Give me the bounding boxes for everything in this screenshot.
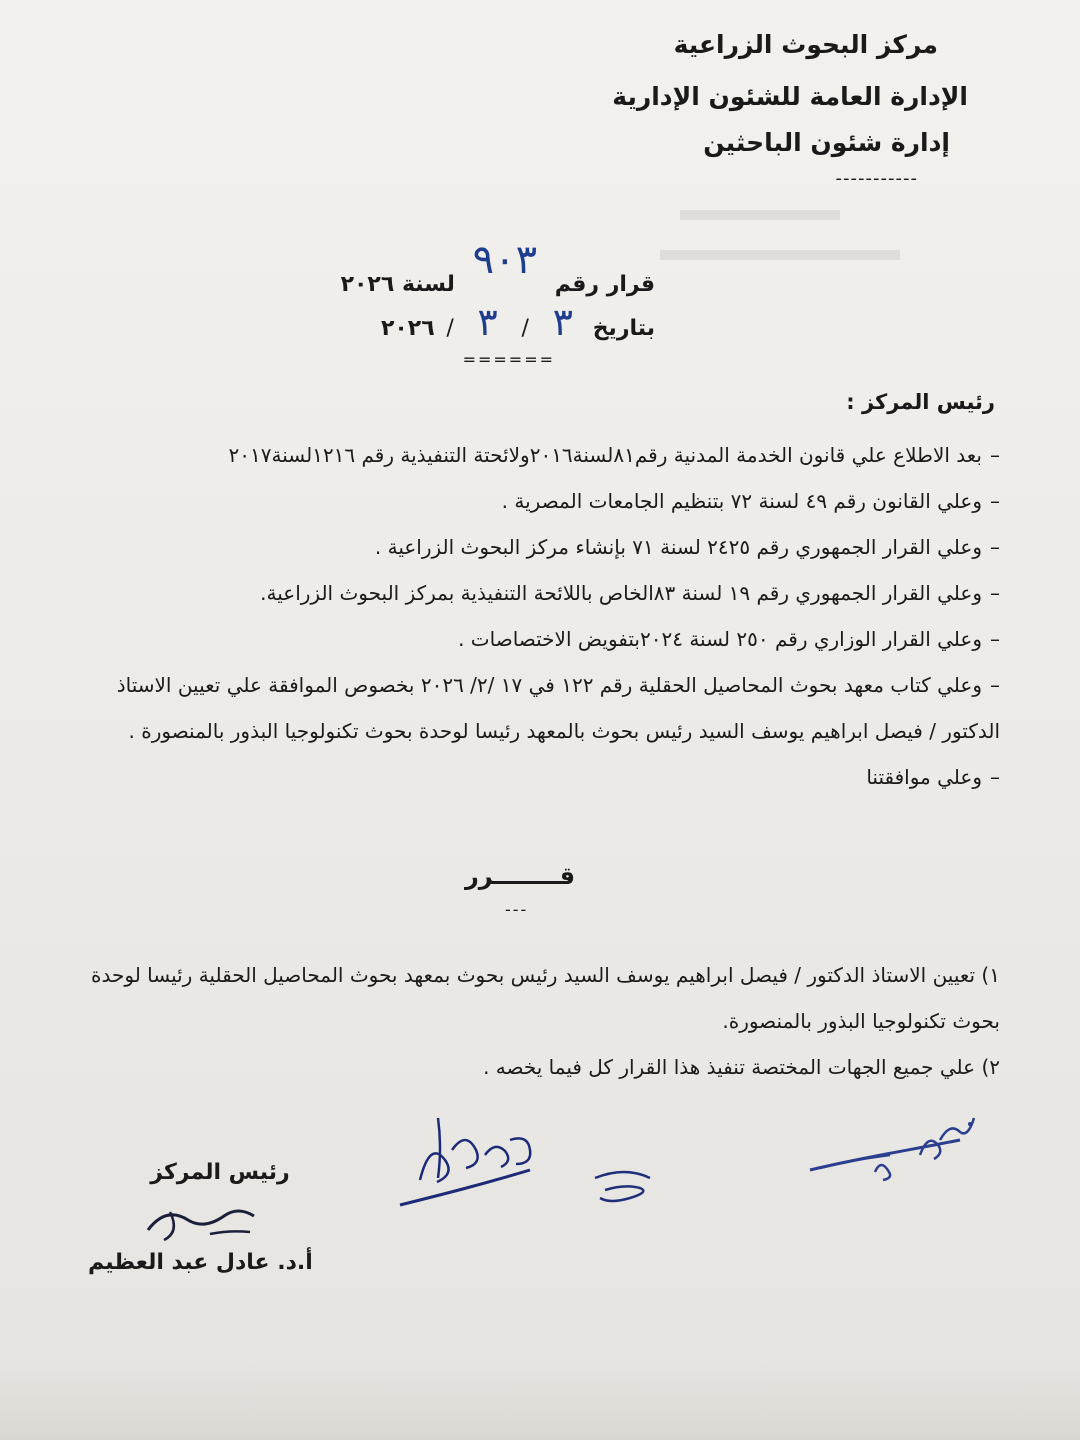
decision-divider: ====== [462,350,555,369]
list-item: –وعلي القرار الجمهوري رقم ٢٤٢٥ لسنة ٧١ بإنشاء مركز البحوث الزراعية . [374,535,1000,559]
header-division: إدارة شئون الباحثين [703,128,950,157]
bleed-through-marks [640,190,960,310]
list-item: –وعلي القرار الجمهوري رقم ١٩ لسنة ٨٣الخاص باللائحة التنفيذية بمركز البحوث الزراعية. [260,581,1000,605]
signatory-name: أ.د. عادل عبد العظيم [88,1250,313,1275]
date-separator: / [446,316,454,341]
bullet-dash: – [990,765,1000,789]
header-divider: ----------- [835,168,918,189]
list-item: –وعلي موافقتنا [866,765,1000,789]
bullet-dash: – [990,627,1000,651]
decision-number-label: قرار رقم [554,272,655,297]
signature-right [800,1110,990,1190]
preamble-title: رئيس المركز : [846,390,995,414]
decision-date-day: ٣ [552,300,574,344]
decision-date-line [381,300,655,344]
header-department: الإدارة العامة للشئون الإدارية [612,82,968,111]
article-item: ١) تعيين الاستاذ الدكتور / فيصل ابراهيم يوسف السيد رئيس بحوث بمعهد بحوث المحاصيل الحقلية رئيسا لوحدة بحوث تكنولوجيا البذور بالمنصورة. [91,963,1000,1033]
header-organization: مركز البحوث الزراعية [673,30,938,59]
list-item: –وعلي كتاب معهد بحوث المحاصيل الحقلية رقم ١٢٢ في ١٧ /٢/ ٢٠٢٦ بخصوص الموافقة علي تعيين الاستاذ الدكتور / فيصل ابراهيم يوسف السيد رئيس بحوث بالمعهد رئيسا لوحدة بحوث تكنولوجيا البذور بالمنصورة . [116,673,1000,743]
bullet-dash: – [990,581,1000,605]
date-separator: / [521,316,529,341]
resolution-heading: قــــــــرر [464,862,576,890]
decision-date-label: بتاريخ [592,316,655,341]
signatory-signature [140,1190,270,1250]
preamble-list [100,432,1000,800]
list-item: –وعلي القرار الوزاري رقم ٢٥٠ لسنة ٢٠٢٤بتفويض الاختصاصات . [458,627,1000,651]
decision-number-handwritten: ٩٠٣ [472,237,538,283]
signature-center [390,1110,560,1220]
bullet-dash: – [990,489,1000,513]
bullet-dash: – [990,535,1000,559]
decision-date-year: ٢٠٢٦ [380,316,435,341]
bullet-dash: – [990,443,1000,467]
decision-date-month: ٣ [477,300,498,344]
decision-year: لسنة ٢٠٢٦ [340,272,455,297]
signatory-title: رئيس المركز [150,1160,290,1185]
article-item: ٢) علي جميع الجهات المختصة تنفيذ هذا القرار كل فيما يخصه . [483,1055,1000,1079]
bullet-dash: – [990,673,1000,697]
list-item: –وعلي القانون رقم ٤٩ لسنة ٧٢ بتنظيم الجامعات المصرية . [501,489,1000,513]
list-item: –بعد الاطلاع علي قانون الخدمة المدنية رقم٨١لسنة٢٠١٦ولائحتة التنفيذية رقم ١٢١٦لسنة٢٠١٧ [228,443,1000,467]
initials-mark [585,1160,665,1210]
resolution-divider: --- [505,900,529,919]
decision-number-line [340,237,655,301]
resolution-articles [80,952,1000,1090]
signature-block [80,1160,340,1185]
